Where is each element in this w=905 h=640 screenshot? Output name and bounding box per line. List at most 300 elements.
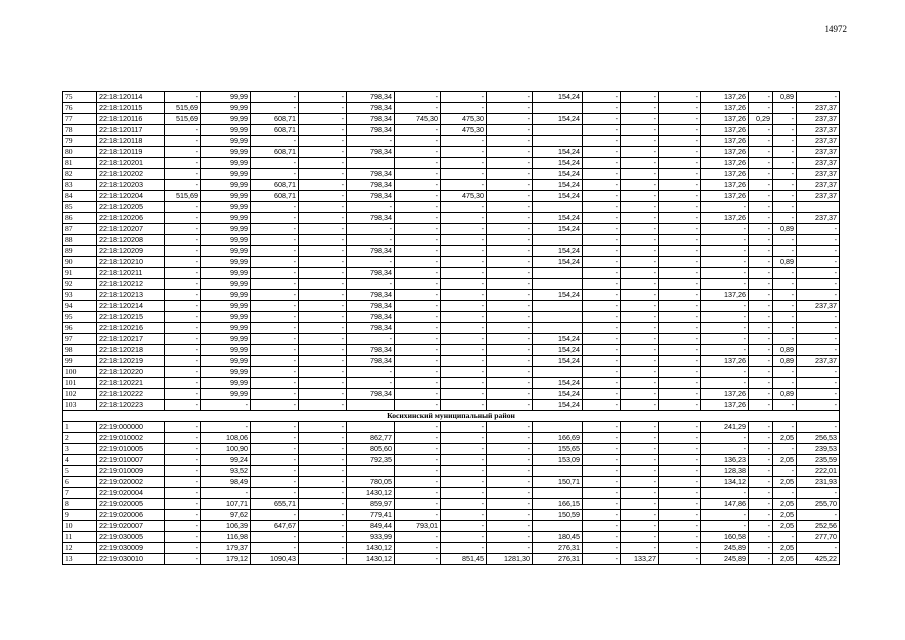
value-cell: 798,34 [347,180,395,191]
value-cell: - [487,477,533,488]
value-cell: - [487,378,533,389]
table-row [63,191,840,202]
value-cell: - [299,510,347,521]
value-cell: 2,05 [773,521,797,532]
value-cell: - [797,543,840,554]
value-cell: 106,39 [201,521,251,532]
value-cell: - [299,268,347,279]
value-cell: 425,22 [797,554,840,565]
value-cell: - [659,477,701,488]
table-row [63,235,840,246]
value-cell: 2,05 [773,510,797,521]
value-cell [533,488,583,499]
value-cell: 99,99 [201,246,251,257]
value-cell: - [299,213,347,224]
cadastral-code-cell: 22:19:020007 [97,521,165,532]
value-cell: - [487,499,533,510]
value-cell: - [395,147,441,158]
value-cell: - [773,290,797,301]
value-cell: - [773,246,797,257]
value-cell: - [395,323,441,334]
cadastral-code-cell: 22:18:120222 [97,389,165,400]
value-cell: - [773,202,797,213]
value-cell: 137,26 [701,114,749,125]
value-cell: - [441,158,487,169]
table-row [63,312,840,323]
table-row [63,433,840,444]
cadastral-code-cell: 22:19:020005 [97,499,165,510]
value-cell: - [299,455,347,466]
value-cell: - [773,114,797,125]
value-cell: - [749,356,773,367]
table-row [63,301,840,312]
value-cell: - [251,389,299,400]
value-cell: - [583,499,621,510]
value-cell: - [487,334,533,345]
table-row [63,444,840,455]
value-cell: 99,99 [201,202,251,213]
value-cell: - [583,114,621,125]
value-cell: - [621,301,659,312]
value-cell: - [347,202,395,213]
value-cell: - [659,279,701,290]
table-row [63,334,840,345]
value-cell: - [395,235,441,246]
value-cell: 0,29 [749,114,773,125]
value-cell: - [251,367,299,378]
value-cell: 108,06 [201,433,251,444]
value-cell: 798,34 [347,345,395,356]
value-cell: - [487,92,533,103]
value-cell: 150,71 [533,477,583,488]
value-cell: - [621,422,659,433]
value-cell: - [395,202,441,213]
value-cell: - [299,158,347,169]
value-cell: - [487,356,533,367]
value-cell: 137,26 [701,158,749,169]
value-cell: 798,34 [347,125,395,136]
value-cell: - [441,367,487,378]
value-cell: 2,05 [773,554,797,565]
value-cell: - [165,422,201,433]
value-cell: - [299,334,347,345]
value-cell [533,367,583,378]
value-cell: - [487,103,533,114]
value-cell: - [621,378,659,389]
value-cell: - [487,543,533,554]
row-number-cell: 5 [63,466,97,477]
value-cell: - [165,510,201,521]
value-cell: - [299,235,347,246]
value-cell: - [299,532,347,543]
value-cell: - [659,521,701,532]
value-cell: - [797,92,840,103]
value-cell: 154,24 [533,191,583,202]
value-cell: - [487,455,533,466]
table-row [63,147,840,158]
value-cell: - [773,169,797,180]
value-cell: - [749,422,773,433]
value-cell: - [299,422,347,433]
value-cell: - [487,191,533,202]
value-cell: 798,34 [347,268,395,279]
value-cell: - [441,312,487,323]
value-cell: - [659,444,701,455]
row-number-cell: 102 [63,389,97,400]
value-cell: 851,45 [441,554,487,565]
value-cell: - [797,510,840,521]
value-cell: - [165,466,201,477]
value-cell: - [583,202,621,213]
table-row [63,290,840,301]
value-cell: 99,99 [201,290,251,301]
value-cell: 0,89 [773,389,797,400]
value-cell: - [395,103,441,114]
value-cell: - [659,334,701,345]
value-cell [533,323,583,334]
row-number-cell: 84 [63,191,97,202]
value-cell: 798,34 [347,213,395,224]
value-cell: - [165,477,201,488]
value-cell: - [395,455,441,466]
value-cell: - [583,543,621,554]
value-cell: - [165,246,201,257]
table-row [63,103,840,114]
value-cell: - [487,466,533,477]
value-cell: 99,99 [201,213,251,224]
value-cell: - [251,92,299,103]
value-cell: - [251,422,299,433]
value-cell: 99,99 [201,114,251,125]
cadastral-value-table [62,91,840,565]
value-cell: 93,52 [201,466,251,477]
value-cell: - [583,92,621,103]
value-cell: - [441,532,487,543]
value-cell: - [621,444,659,455]
value-cell: - [299,389,347,400]
cadastral-code-cell: 22:19:020004 [97,488,165,499]
value-cell: - [299,180,347,191]
value-cell: - [165,301,201,312]
value-cell: 137,26 [701,191,749,202]
value-cell: - [621,400,659,411]
value-cell: - [583,345,621,356]
value-cell [797,202,840,213]
value-cell: 147,86 [701,499,749,510]
value-cell: 241,29 [701,422,749,433]
value-cell: - [621,257,659,268]
value-cell: 137,26 [701,180,749,191]
value-cell: - [165,444,201,455]
value-cell: 235,59 [797,455,840,466]
value-cell: - [583,389,621,400]
value-cell: 0,89 [773,92,797,103]
value-cell: - [299,202,347,213]
value-cell: - [659,301,701,312]
value-cell: 245,89 [701,543,749,554]
value-cell: - [347,378,395,389]
table-row [63,279,840,290]
value-cell: - [583,103,621,114]
value-cell: - [441,279,487,290]
value-cell: 99,99 [201,334,251,345]
value-cell: - [583,400,621,411]
cadastral-code-cell: 22:18:120202 [97,169,165,180]
row-number-cell: 12 [63,543,97,554]
value-cell: 99,99 [201,367,251,378]
value-cell: - [797,400,840,411]
value-cell: - [395,125,441,136]
value-cell: - [621,268,659,279]
value-cell: - [749,180,773,191]
value-cell: - [441,400,487,411]
value-cell: - [347,367,395,378]
value-cell: 798,34 [347,323,395,334]
value-cell: - [395,180,441,191]
value-cell: - [659,433,701,444]
value-cell: - [773,125,797,136]
value-cell: - [797,323,840,334]
value-cell: - [347,334,395,345]
value-cell: - [773,334,797,345]
value-cell: 0,89 [773,356,797,367]
value-cell: - [749,202,773,213]
value-cell: - [441,301,487,312]
value-cell: - [441,356,487,367]
value-cell: - [797,334,840,345]
value-cell: - [487,488,533,499]
value-cell: - [659,400,701,411]
row-number-cell: 92 [63,279,97,290]
value-cell: 166,15 [533,499,583,510]
value-cell: - [701,488,749,499]
row-number-cell: 13 [63,554,97,565]
row-number-cell: 81 [63,158,97,169]
cadastral-code-cell: 22:18:120213 [97,290,165,301]
value-cell: 515,69 [165,191,201,202]
value-cell: - [797,345,840,356]
value-cell: 99,99 [201,301,251,312]
value-cell: - [251,400,299,411]
value-cell: - [395,400,441,411]
value-cell: - [659,114,701,125]
value-cell: 99,99 [201,378,251,389]
value-cell: 2,05 [773,499,797,510]
value-cell: - [395,92,441,103]
value-cell: - [165,158,201,169]
value-cell: - [251,356,299,367]
value-cell: 798,34 [347,169,395,180]
table-body-group-1 [63,92,840,411]
row-number-cell: 6 [63,477,97,488]
value-cell: - [659,191,701,202]
cadastral-code-cell: 22:18:120118 [97,136,165,147]
value-cell: - [441,257,487,268]
value-cell: - [165,213,201,224]
value-cell: - [165,169,201,180]
value-cell: - [299,224,347,235]
page-number: 14972 [824,24,847,34]
value-cell: - [701,433,749,444]
row-number-cell: 95 [63,312,97,323]
value-cell: - [441,180,487,191]
value-cell: 137,26 [701,389,749,400]
value-cell: - [395,488,441,499]
table-row [63,477,840,488]
value-cell: - [299,499,347,510]
value-cell: - [701,301,749,312]
value-cell: - [797,422,840,433]
value-cell: - [583,488,621,499]
value-cell: - [165,499,201,510]
cadastral-code-cell: 22:18:120218 [97,345,165,356]
value-cell: - [749,488,773,499]
value-cell: - [621,224,659,235]
value-cell: 137,26 [701,290,749,301]
value-cell: - [773,268,797,279]
value-cell: 180,45 [533,532,583,543]
value-cell: - [749,92,773,103]
value-cell: - [773,444,797,455]
value-cell: 0,89 [773,345,797,356]
cadastral-code-cell: 22:18:120223 [97,400,165,411]
row-number-cell: 7 [63,488,97,499]
table-row [63,323,840,334]
value-cell: 133,27 [621,554,659,565]
value-cell: - [583,290,621,301]
value-cell: - [701,312,749,323]
value-cell: - [487,521,533,532]
value-cell: - [659,224,701,235]
cadastral-code-cell: 22:18:120116 [97,114,165,125]
value-cell: - [299,136,347,147]
value-cell: - [621,466,659,477]
value-cell: 237,37 [797,125,840,136]
value-cell: - [659,422,701,433]
value-cell: - [621,510,659,521]
value-cell: - [749,433,773,444]
value-cell: - [251,477,299,488]
value-cell: - [583,532,621,543]
value-cell: - [299,444,347,455]
cadastral-code-cell: 22:18:120215 [97,312,165,323]
value-cell: - [441,169,487,180]
value-cell: - [251,444,299,455]
value-cell: - [441,147,487,158]
value-cell: - [583,334,621,345]
value-cell: - [395,422,441,433]
value-cell: 154,24 [533,92,583,103]
row-number-cell: 98 [63,345,97,356]
value-cell: - [749,136,773,147]
value-cell: 99,99 [201,279,251,290]
value-cell: 237,37 [797,169,840,180]
value-cell: - [773,301,797,312]
value-cell: 154,24 [533,389,583,400]
value-cell: 237,37 [797,114,840,125]
row-number-cell: 11 [63,532,97,543]
value-cell: - [659,532,701,543]
value-cell: - [749,257,773,268]
value-cell: - [299,114,347,125]
value-cell: 116,98 [201,532,251,543]
table-row [63,246,840,257]
value-cell: - [621,114,659,125]
value-cell: 99,99 [201,147,251,158]
value-cell [533,235,583,246]
value-cell: - [621,488,659,499]
value-cell: - [487,246,533,257]
value-cell: - [749,323,773,334]
table-row [63,114,840,125]
cadastral-code-cell: 22:18:120207 [97,224,165,235]
value-cell: 99,99 [201,389,251,400]
cadastral-code-cell: 22:18:120205 [97,202,165,213]
value-cell: - [659,246,701,257]
value-cell: 136,23 [701,455,749,466]
value-cell: - [583,279,621,290]
value-cell: - [773,213,797,224]
value-cell [347,400,395,411]
value-cell: - [395,301,441,312]
value-cell: - [621,312,659,323]
value-cell: 862,77 [347,433,395,444]
value-cell: - [621,345,659,356]
table-row [63,378,840,389]
value-cell: - [165,455,201,466]
value-cell: - [441,433,487,444]
value-cell: - [621,103,659,114]
cadastral-code-cell: 22:18:120117 [97,125,165,136]
value-cell: 154,24 [533,213,583,224]
value-cell: - [773,103,797,114]
value-cell: 793,01 [395,521,441,532]
value-cell: 154,24 [533,169,583,180]
cadastral-code-cell: 22:19:010009 [97,466,165,477]
value-cell: - [749,345,773,356]
value-cell: - [441,488,487,499]
value-cell: - [165,356,201,367]
value-cell: - [659,455,701,466]
value-cell: - [299,301,347,312]
value-cell: 798,34 [347,290,395,301]
value-cell: - [299,103,347,114]
cadastral-code-cell: 22:18:120210 [97,257,165,268]
value-cell: 137,26 [701,400,749,411]
table-row [63,125,840,136]
value-cell [533,268,583,279]
value-cell: - [165,367,201,378]
value-cell: - [621,92,659,103]
value-cell: - [395,389,441,400]
value-cell: - [583,246,621,257]
value-cell: - [749,477,773,488]
value-cell: - [251,345,299,356]
value-cell: - [395,290,441,301]
value-cell: - [165,224,201,235]
value-cell: - [749,367,773,378]
table-row [63,521,840,532]
value-cell: - [165,279,201,290]
value-cell: - [749,125,773,136]
value-cell: 475,30 [441,114,487,125]
value-cell: - [797,378,840,389]
value-cell: - [487,422,533,433]
value-cell: - [583,235,621,246]
value-cell: - [251,224,299,235]
table-row [63,532,840,543]
value-cell: - [659,92,701,103]
